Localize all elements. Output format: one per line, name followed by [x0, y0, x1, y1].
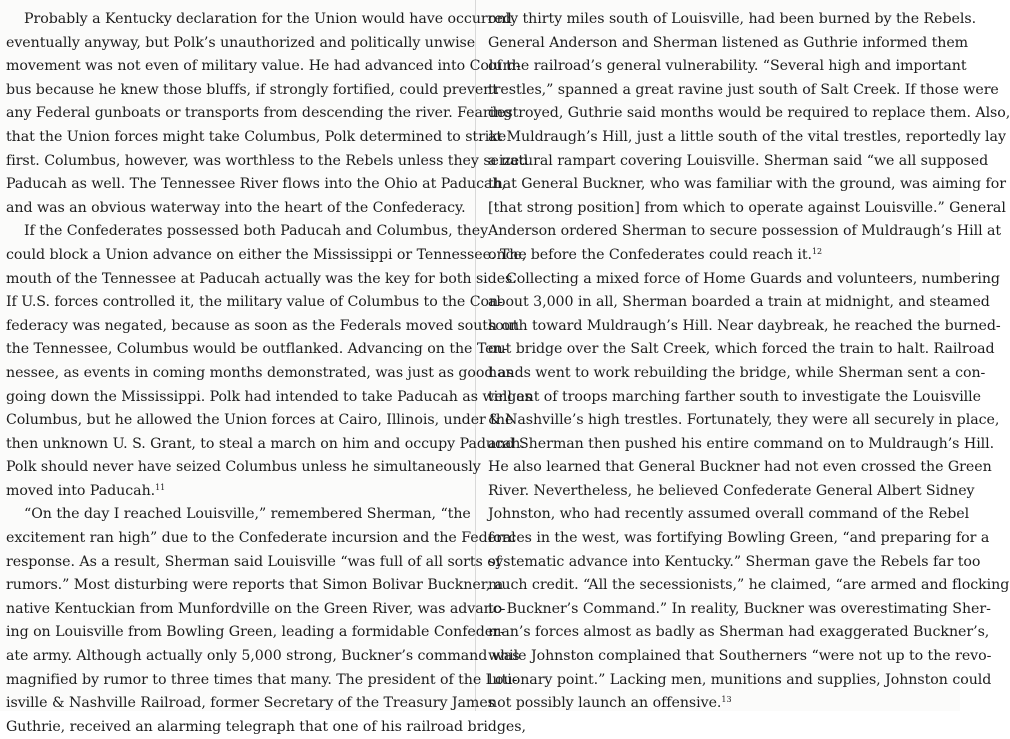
paragraph: [6, 220, 532, 503]
text-line: [6, 621, 505, 645]
text-line: [6, 409, 514, 433]
text-line: [488, 315, 1001, 339]
text-line: [488, 79, 999, 103]
text-line: [488, 268, 1000, 292]
text-line: [6, 338, 508, 362]
text-line: [488, 244, 950, 268]
line-text: [that strong position] from which to operate against Louisville.” General: [488, 199, 1006, 216]
text-line: [6, 456, 481, 480]
text-line: [6, 480, 468, 504]
line-text: systematic advance into Kentucky.” Sherman gave the Rebels far too: [488, 553, 981, 570]
line-text: tingent of troops marching farther south to investigate the Louisville: [488, 388, 982, 405]
text-line: [488, 197, 1006, 221]
paragraph: [6, 503, 526, 739]
text-line: [488, 291, 990, 315]
left-column: [6, 8, 532, 739]
line-text: native Kentuckian from Munfordville on the Green River, was advanc-: [6, 600, 506, 617]
line-text: hands went to work rebuilding the bridge, while Sherman sent a con-: [488, 364, 986, 381]
line-text: at Muldraugh’s Hill, just a little south of the vital trestles, reportedly lay: [488, 128, 1006, 145]
text-line: [6, 551, 501, 575]
text-line: [488, 338, 995, 362]
text-line: [6, 291, 503, 315]
line-text: excitement ran high” due to the Confederate incursion and the Federal: [6, 530, 516, 547]
text-line: [6, 79, 498, 103]
text-line: [488, 621, 990, 645]
line-text: Collecting a mixed force of Home Guards and volunteers, numbering: [506, 270, 1000, 287]
line-text: ing on Louisville from Bowling Green, leading a formidable Confeder-: [6, 624, 505, 641]
line-text: nessee, as events in coming months demonstrated, was just as good as: [6, 364, 514, 381]
text-line: [6, 197, 468, 221]
line-text: south toward Muldraugh’s Hill. Near daybreak, he reached the burned-: [488, 317, 1001, 334]
line-text: forces in the west, was fortifying Bowling Green, “and preparing for a: [488, 530, 990, 547]
text-line: [6, 503, 471, 527]
line-text: Columbus, but he allowed the Union forces at Cairo, Illinois, under the: [6, 412, 514, 429]
line-text: isville & Nashville Railroad, former Secretary of the Treasury James: [6, 695, 495, 712]
text-line: [488, 173, 1006, 197]
text-line: [488, 574, 1010, 598]
text-line: [488, 598, 991, 622]
text-line: [6, 150, 529, 174]
line-text: Paducah as well. The Tennessee River flows into the Ohio at Paducah,: [6, 176, 506, 193]
right-column: [488, 8, 1010, 716]
text-line: [6, 8, 512, 32]
line-text: once, before the Confederates could reach it.: [488, 246, 813, 263]
line-text: ate army. Although actually only 5,000 strong, Buckner’s command was: [6, 648, 520, 665]
line-text: movement was not even of military value. He had advanced into Colum-: [6, 58, 521, 75]
text-line: [488, 386, 982, 410]
text-line: [6, 692, 495, 716]
line-text: mouth of the Tennessee at Paducah actually was the key for both sides.: [6, 270, 517, 287]
line-text: He also learned that General Buckner had not even crossed the Green: [488, 459, 992, 476]
line-text: & Nashville’s high trestles. Fortunately, they were all securely in place,: [488, 412, 1000, 429]
text-line: [488, 55, 967, 79]
line-text: the Tennessee, Columbus would be outflanked. Advancing on the Ten-: [6, 341, 508, 358]
line-text: could block a Union advance on either the Mississippi or Tennessee. The: [6, 246, 527, 263]
line-text: that the Union forces might take Columbus, Polk determined to strike: [6, 128, 507, 145]
line-text: while Johnston complained that Southerners “were not up to the revo-: [488, 648, 992, 665]
line-text: Anderson ordered Sherman to secure possession of Muldraugh’s Hill at: [488, 223, 1002, 240]
text-line: [6, 220, 489, 244]
line-text: and Sherman then pushed his entire command on to Muldraugh’s Hill.: [488, 435, 995, 452]
line-text: If the Confederates possessed both Paducah and Columbus, they: [24, 223, 489, 240]
line-text: about 3,000 in all, Sherman boarded a train at midnight, and steamed: [488, 294, 990, 311]
text-line: [6, 433, 525, 457]
text-line: [6, 669, 518, 693]
text-line: [6, 362, 514, 386]
text-line: [6, 574, 504, 598]
footnote-marker: 13: [721, 695, 732, 705]
line-text: lutionary point.” Lacking men, munitions and supplies, Johnston could: [488, 671, 992, 688]
text-line: [6, 716, 526, 739]
line-text: eventually anyway, but Polk’s unauthorized and politically unwise: [6, 34, 476, 51]
line-text: Polk should never have seized Columbus unless he simultaneously: [6, 459, 481, 476]
text-line: [488, 433, 995, 457]
line-text: any Federal gunboats or transports from descending the river. Fearing: [6, 105, 513, 122]
text-line: [488, 456, 992, 480]
text-line: [6, 315, 520, 339]
line-text: going down the Mississippi. Polk had intended to take Paducah as well as: [6, 388, 532, 405]
text-line: [6, 55, 521, 79]
text-line: [488, 362, 986, 386]
text-line: [6, 645, 520, 669]
line-text: Guthrie, received an alarming telegraph that one of his railroad bridges,: [6, 718, 526, 735]
text-line: [6, 386, 532, 410]
text-line: [6, 598, 506, 622]
paragraph: [488, 268, 1010, 716]
line-text: rumors.” Most disturbing were reports that Simon Bolivar Buckner, a: [6, 577, 504, 594]
text-line: [488, 503, 970, 527]
text-line: [488, 692, 950, 716]
line-text: If U.S. forces controlled it, the military value of Columbus to the Con-: [6, 294, 503, 311]
line-text: that General Buckner, who was familiar with the ground, was aiming for: [488, 176, 1006, 193]
line-text: man’s forces almost as badly as Sherman had exaggerated Buckner’s,: [488, 624, 990, 641]
text-line: [488, 669, 992, 693]
text-line: [6, 527, 516, 551]
line-text: of the railroad’s general vulnerability. “Several high and important: [488, 58, 967, 75]
line-text: only thirty miles south of Louisville, had been burned by the Rebels.: [488, 11, 977, 27]
text-line: [488, 220, 1002, 244]
line-text: out bridge over the Salt Creek, which forced the train to halt. Railroad: [488, 341, 995, 358]
text-line: [488, 150, 989, 174]
line-text: federacy was negated, because as soon as the Federals moved south on: [6, 317, 520, 334]
text-line: [6, 126, 507, 150]
text-line: [488, 126, 1006, 150]
text-line: [6, 268, 517, 292]
line-text: first. Columbus, however, was worthless to the Rebels unless they seized: [6, 152, 529, 169]
line-text: and was an obvious waterway into the heart of the Confederacy.: [6, 199, 466, 216]
line-text: response. As a result, Sherman said Louisville “was full of all sorts of: [6, 553, 501, 570]
footnote-marker: 12: [812, 246, 823, 256]
text-line: [6, 173, 506, 197]
text-line: [6, 244, 527, 268]
text-line: [6, 32, 476, 56]
line-text: not possibly launch an offensive.: [488, 695, 722, 712]
text-line: [488, 527, 990, 551]
text-line: [488, 32, 969, 56]
line-text: a natural rampart covering Louisville. Sherman said “we all supposed: [488, 152, 989, 169]
line-text: destroyed, Guthrie said months would be required to replace them. Also,: [488, 105, 1010, 122]
line-text: then unknown U. S. Grant, to steal a march on him and occupy Paducah.: [6, 435, 525, 452]
line-text: Johnston, who had recently assumed overall command of the Rebel: [488, 506, 970, 523]
paragraph: [488, 8, 1010, 268]
line-text: River. Nevertheless, he believed Confederate General Albert Sidney: [488, 482, 975, 499]
text-line: [488, 8, 977, 32]
footnote-marker: 11: [155, 482, 166, 492]
line-text: much credit. “All the secessionists,” he claimed, “are armed and flocking: [488, 577, 1010, 594]
line-text: General Anderson and Sherman listened as Guthrie informed them: [488, 34, 969, 51]
line-text: trestles,” spanned a great ravine just south of Salt Creek. If those were: [488, 81, 999, 98]
text-line: [488, 480, 975, 504]
line-text: bus because he knew those bluffs, if strongly fortified, could prevent: [6, 81, 498, 98]
text-line: [6, 102, 513, 126]
line-text: to Buckner’s Command.” In reality, Buckner was overestimating Sher-: [488, 600, 991, 617]
line-text: Probably a Kentucky declaration for the Union would have occurred: [24, 11, 512, 27]
text-line: [488, 102, 1010, 126]
text-line: [488, 409, 1000, 433]
paragraph: [6, 8, 529, 220]
text-line: [488, 645, 992, 669]
line-text: magnified by rumor to three times that many. The president of the Lou-: [6, 671, 518, 688]
text-line: [488, 551, 981, 575]
line-text: moved into Paducah.: [6, 482, 156, 499]
line-text: “On the day I reached Louisville,” remembered Sherman, “the: [24, 506, 471, 523]
